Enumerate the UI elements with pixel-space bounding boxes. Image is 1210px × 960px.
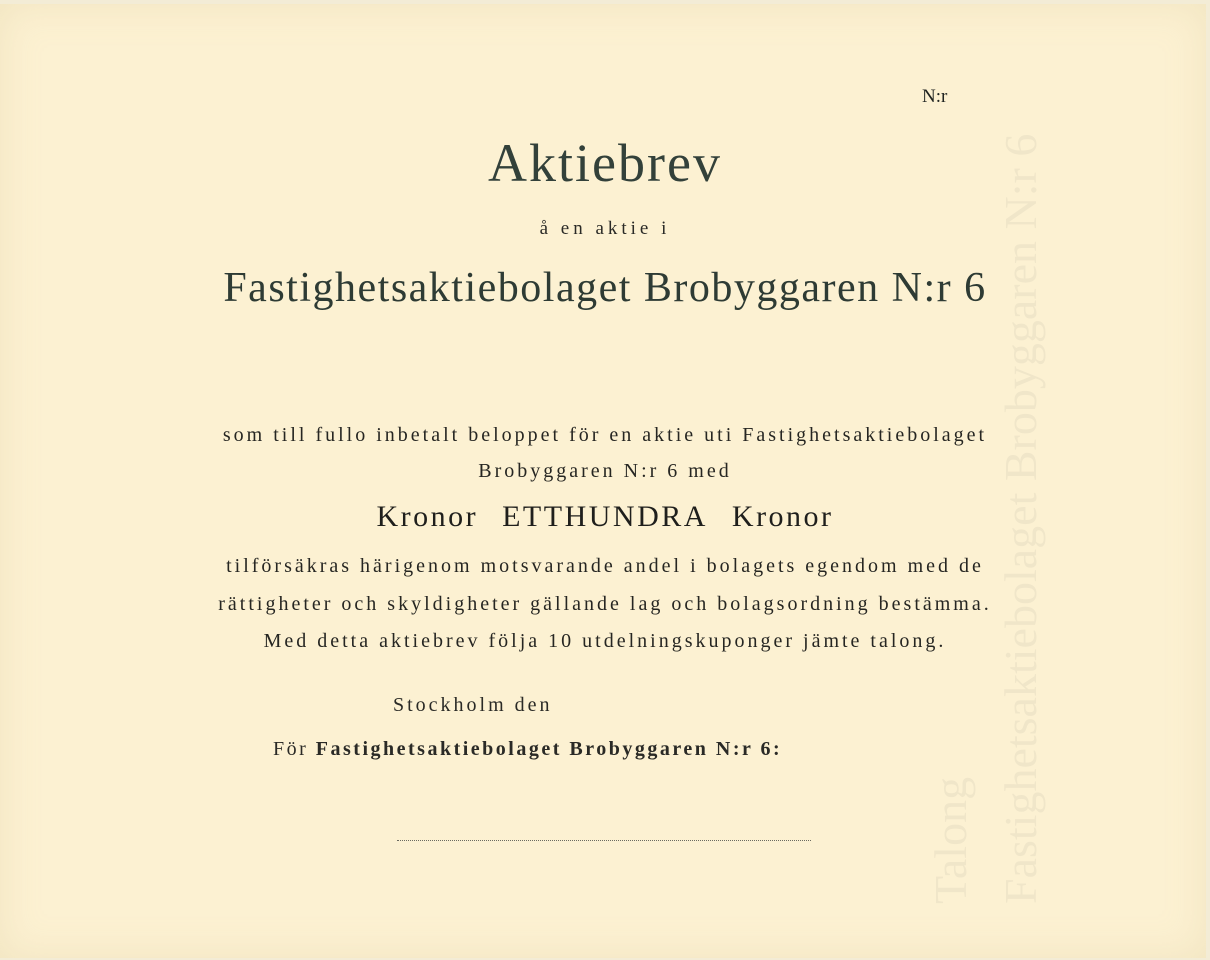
body-line-3: tilförsäkras härigenom motsvarande andel i bolagets egendom med de — [226, 555, 984, 577]
amount-value: ETTHUNDRA — [502, 500, 708, 533]
signatory-line — [273, 738, 782, 761]
bleed-through-company: Fastighetsaktiebolaget Brobyggaren N:r 6 — [995, 133, 1046, 904]
amount-line — [0, 500, 1210, 534]
share-certificate — [0, 4, 1206, 958]
body-line-1: som till fullo inbetalt beloppet för en aktie uti Fastighetsaktiebolaget — [222, 424, 988, 446]
body-line-5: Med detta aktiebrev följa 10 utdelningskuponger jämte talong. — [263, 630, 947, 652]
amount-prefix: Kronor — [376, 500, 479, 533]
body-line-4: rättigheter och skyldigheter gällande lag och bolagsordning bestämma. — [218, 593, 992, 615]
signatory-prefix: För — [273, 738, 309, 760]
bleed-through-text — [916, 84, 1136, 904]
place-date: Stockholm den — [393, 694, 553, 716]
certificate-number-label: N:r — [922, 86, 948, 107]
signature-line — [397, 840, 811, 841]
document-title: Aktiebrev — [488, 133, 722, 193]
company-name: Fastighetsaktiebolaget Brobyggaren N:r 6 — [223, 265, 987, 311]
body-line-2: Brobyggaren N:r 6 med — [478, 460, 732, 482]
bleed-through-heading: Talong — [925, 776, 976, 904]
document-subtitle: å en aktie i — [539, 218, 671, 239]
signatory-company: Fastighetsaktiebolaget Brobyggaren N:r 6: — [315, 738, 783, 760]
amount-suffix: Kronor — [731, 500, 834, 533]
